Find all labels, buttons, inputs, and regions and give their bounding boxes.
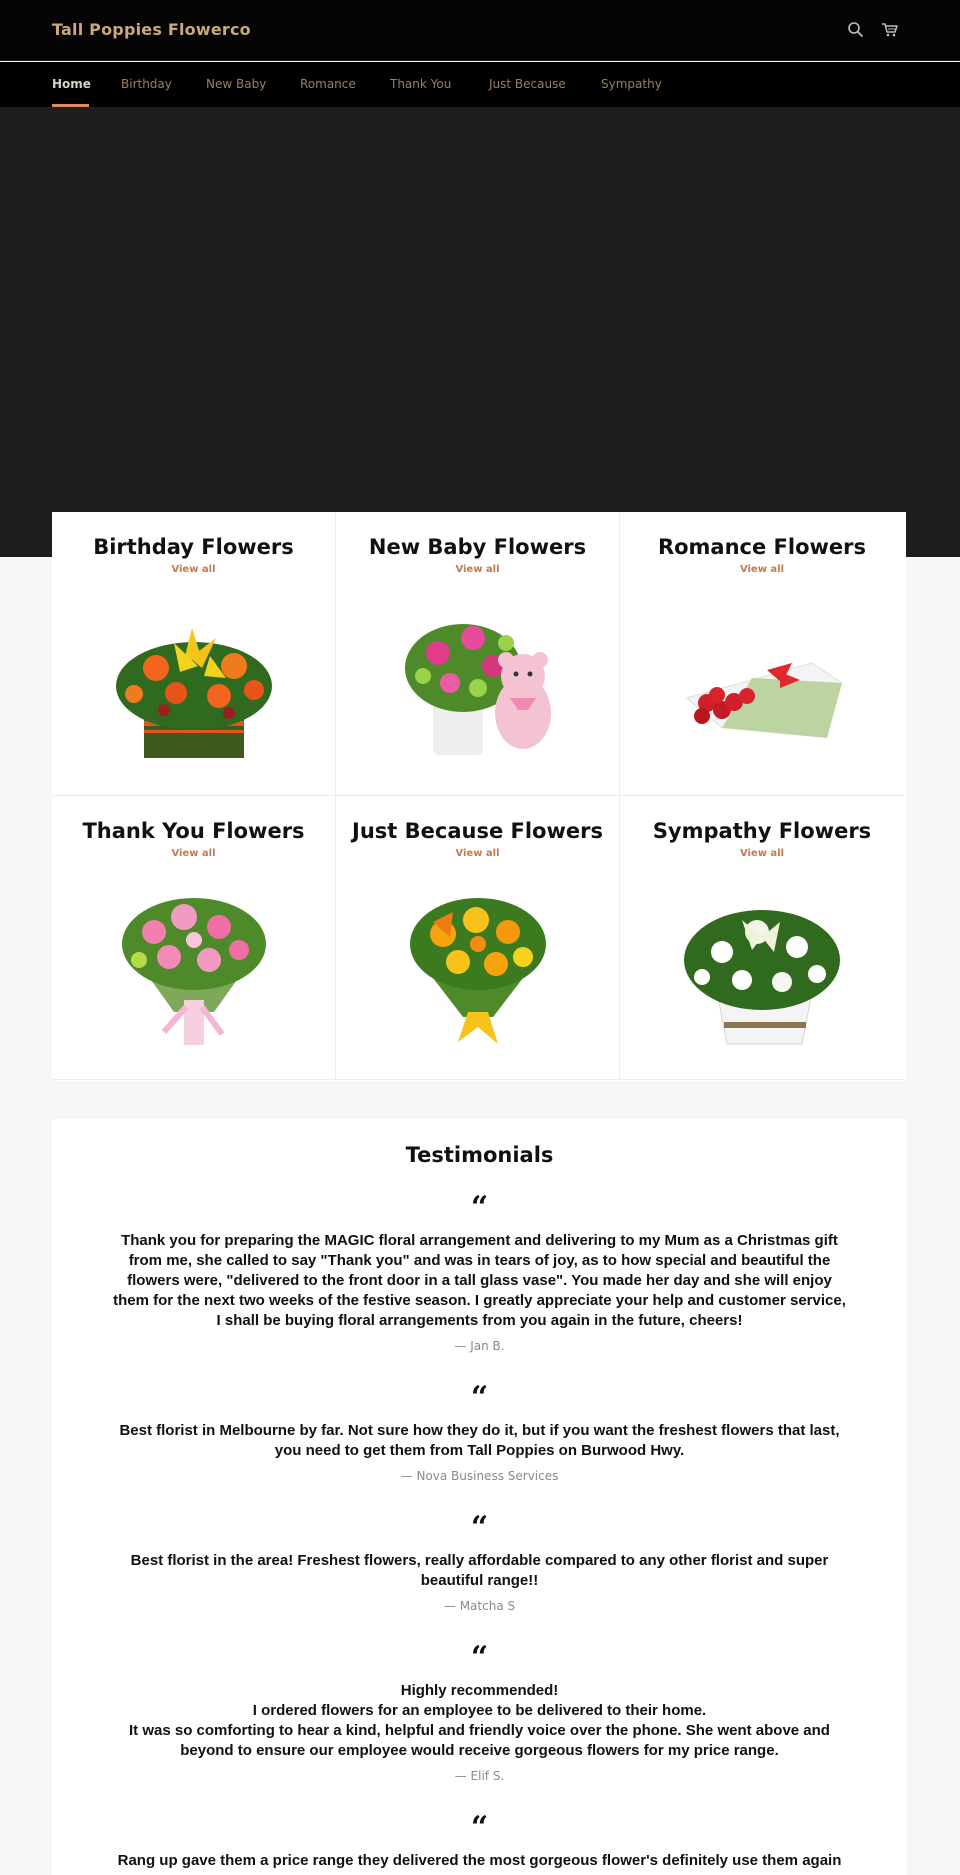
- quote-icon: “: [470, 1190, 489, 1225]
- site-header: [0, 0, 960, 61]
- testimonial-author: — Nova Business Services: [400, 1469, 559, 1483]
- nav-item-birthday[interactable]: Birthday: [121, 77, 172, 91]
- testimonial-text: Best florist in the area! Freshest flowers, really affordable compared to any other florist and super beautiful range!!: [130, 1552, 829, 1589]
- view-all-link[interactable]: View all: [171, 564, 216, 575]
- collection-new-baby[interactable]: [336, 512, 620, 796]
- collection-birthday[interactable]: [52, 512, 336, 796]
- collection-romance[interactable]: [620, 512, 904, 796]
- collection-title: Sympathy Flowers: [652, 819, 872, 843]
- testimonial-author: — Matcha S: [443, 1599, 516, 1613]
- thank-you-bouquet-image: [94, 882, 294, 1052]
- testimonial-item: [112, 1810, 847, 1875]
- collection-title: Thank You Flowers: [82, 819, 305, 843]
- just-because-bouquet-image: [378, 882, 578, 1052]
- testimonials-section: [52, 1119, 907, 1875]
- testimonial-text: Highly recommended! I ordered flowers for an employee to be delivered to their home. It was so comforting to hear a kind, helpful and friendly voice over the phone. She went above and beyond to ensure our employee would receive gorgeous flowers for my price range.: [129, 1682, 830, 1759]
- view-all-link[interactable]: View all: [739, 848, 785, 859]
- testimonials-title: Testimonials: [405, 1143, 554, 1167]
- quote-icon: “: [470, 1510, 489, 1545]
- quote-icon: “: [470, 1810, 489, 1845]
- hero-banner: [0, 107, 960, 557]
- romance-roses-box-image: [662, 598, 862, 768]
- birthday-bouquet-image: [94, 598, 294, 768]
- testimonial-text: Thank you for preparing the MAGIC floral arrangement and delivering to my Mum as a Christmas gift from me, she called to say "Thank you" and was in tears of joy, as to how special and beautiful the flowers were, "delivered to the front door in a tall glass vase". You made her day and she will enjoy them for the next two weeks of the festive season. I greatly appreciate your help and customer service, I shall be buying floral arrangements from you again in the future, cheers!: [113, 1232, 846, 1329]
- cart-icon[interactable]: [880, 20, 900, 40]
- nav-item-romance[interactable]: Romance: [300, 77, 356, 91]
- view-all-link[interactable]: View all: [171, 848, 216, 859]
- sympathy-box-arrangement-image: [662, 882, 862, 1052]
- site-logo[interactable]: Tall Poppies Flowerco: [52, 20, 251, 39]
- testimonial-author: — Jan B.: [454, 1339, 505, 1353]
- nav-item-thank-you[interactable]: Thank You: [390, 77, 452, 91]
- testimonial-text: Rang up gave them a price range they delivered the most gorgeous flower's definitely use them again: [117, 1852, 842, 1869]
- collection-sympathy[interactable]: [620, 796, 904, 1080]
- nav-item-just-because[interactable]: Just Because: [489, 77, 566, 91]
- testimonial-item: [112, 1510, 847, 1613]
- nav-item-home[interactable]: Home: [52, 77, 91, 91]
- collection-grid: [52, 512, 906, 1081]
- view-all-link[interactable]: View all: [739, 564, 785, 575]
- nav-item-sympathy[interactable]: Sympathy: [601, 77, 662, 91]
- main-nav: [0, 62, 960, 107]
- collection-title: Just Because Flowers: [352, 819, 603, 843]
- collection-thank-you[interactable]: [52, 796, 336, 1080]
- collection-title: New Baby Flowers: [368, 535, 587, 559]
- testimonial-text: Best florist in Melbourne by far. Not sure how they do it, but if you want the freshest flowers that last, you need to get them from Tall Poppies on Burwood Hwy.: [119, 1422, 840, 1459]
- testimonial-item: [112, 1380, 847, 1483]
- testimonial-item: [112, 1190, 847, 1353]
- testimonial-author: — Elif S.: [454, 1769, 505, 1783]
- view-all-link[interactable]: View all: [455, 564, 500, 575]
- testimonial-item: [112, 1640, 847, 1783]
- nav-item-new-baby[interactable]: New Baby: [206, 77, 267, 91]
- collection-just-because[interactable]: [336, 796, 620, 1080]
- quote-icon: “: [470, 1380, 489, 1415]
- quote-icon: “: [470, 1640, 489, 1675]
- new-baby-bouquet-image: [378, 598, 578, 768]
- search-icon[interactable]: [846, 20, 866, 40]
- view-all-link[interactable]: View all: [455, 848, 500, 859]
- collection-title: Romance Flowers: [657, 535, 867, 559]
- collection-title: Birthday Flowers: [93, 535, 294, 559]
